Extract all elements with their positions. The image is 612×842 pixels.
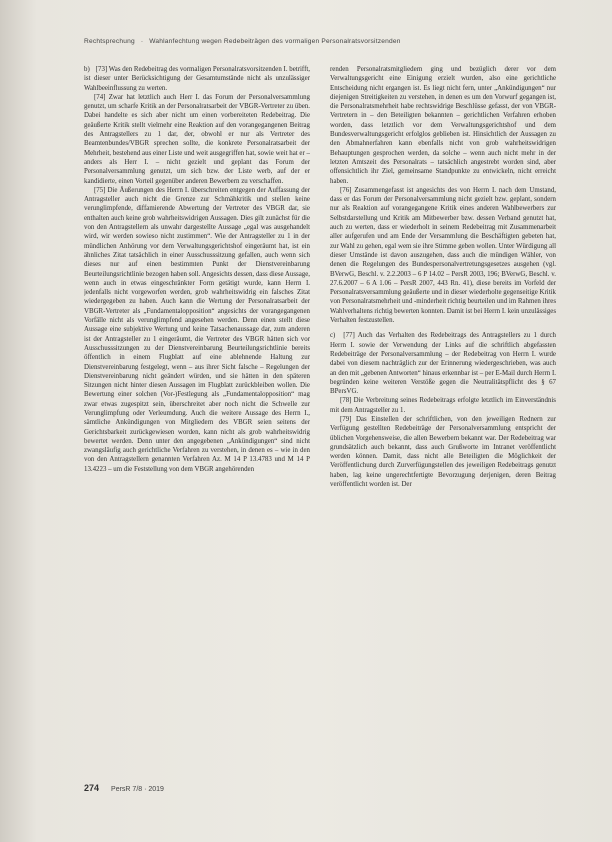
paragraph-label: b) <box>84 66 90 73</box>
paragraph-label: c) <box>330 332 336 340</box>
paragraph-text: [79] Das Einstellen der schriftlichen, von den jeweiligen Rednern zur Verfügung gestellten Redebeiträge der Personalversammlung entspricht der üblichen Vorgehensweise, die allen Bewerbern bekannt war. Der Redebeitrag war grundsätzlich auch bekannt, dass auch Grußworte im Intranet veröffentlicht werden können. Damit, dass nicht alle Beteiligten die Möglichkeit der Veröffentlichung durch Zurverfügungstellen des jeweiligen Redebeitrags genutzt haben, lag keine ungerechtfertigte Bevorzugung derjenigen, deren Beitrag veröffentlicht worden ist. Der <box>330 415 556 489</box>
paragraph <box>84 186 310 474</box>
journal-section: Rechtsprechung <box>84 38 135 45</box>
article-title: Wahlanfechtung wegen Redebeiträgen des vormaligen Personalratsvorsitzenden <box>149 38 401 45</box>
page-number: 274 <box>84 783 100 793</box>
left-column <box>84 65 310 775</box>
issue-label: PersR 7/8 · 2019 <box>111 786 164 793</box>
paragraph-text: [75] Die Äußerungen des Herrn I. überschreiten entgegen der Auffassung der Antragsteller auch nicht die Grenze zur Schmähkritik und stellen keine verunglimpfende, diffamierende Abwertung der Vertreter des VBGR dar, sie enthalten auch keine grob wahrheitswidrigen Aussagen. Dies gilt zunächst für die von den Antragstellern als unwahr dargestellte Aussage „egal was ausgehandelt wird, wir werden sowieso nicht zustimmen“. Wie der Antragsteller zu 1 in der mündlichen Anhörung vor dem Verwaltungsgerichtshof eingeräumt hat, ist ein ähnliches Zitat tatsächlich in einer Ausschusssitzung gefallen, auch wenn sich dieses nur auf einen bestimmten Punkt der Dienstvereinbarung Beurteilungsrichtlinie bezogen haben soll. Angesichts dessen, dass diese Aussage, wenn auch in etwas eingeschränkter Form getätigt wurde, kann Herrn I. jedenfalls nicht vorgeworfen werden, grob wahrheitswidrig ein falsches Zitat wiedergegeben zu haben. Auch kann die Wertung der Personalratsarbeit der VBGR-Vertreter als „Fundamentalopposition“ angesichts der vorangegangenen Vorfälle nicht als verunglimpfend angesehen werden. Denn einen stellt diese Aussage eine subjektive Wertung und keine Tatsachenaussage dar, zum anderen ist der Antragsteller zu 1 eingeräumt, die Vertreter des VBGR hätten sich vor Ausschusssitzungen zu der Dienstvereinbarung Beurteilungsrichtlinie bereits öffentlich in einem Flugblatt auf eine ablehnende Haltung zur Dienstvereinbarung festgelegt, wenn – aus ihrer Sicht falsche – Regelungen der Dienstvereinbarung nicht geändert würden, und sie hätten in den späteren Sitzungen nicht hinter diesen Aussagen im Flugblatt zurückbleiben wollen. Die Bewertung einer solchen (Vor-)Festlegung als „Fundamentalopposition“ mag zwar etwas zugespitzt sein, überschreitet aber noch nicht die Schwelle zur Verunglimpfung oder Verleumdung. Auch die weitere Aussage des Herrn I., sämtliche Ankündigungen von Mitgliedern des VBGR seien seitens der Gerichtsbarkeit zurückgewiesen worden, kann nicht als grob wahrheitswidrig bewertet werden. Denn unter den angegebenen „Ankündigungen“ sind nicht zwangsläufig auch gerichtliche Verfahren zu verstehen, in denen es – wie in den von den Antragstellern genannten Verfahren Az. M 14 P 13.4783 und M 14 P 13.4223 – um die Feststellung von dem VBGR angehörenden <box>84 186 310 473</box>
paragraph-text: renden Personalratsmitgliedern ging und bezüglich derer vor dem Verwaltungsgericht eine Einigung erzielt wurden, also eine gerichtliche Entscheidung nicht ergangen ist. Es liegt nicht fern, unter „Ankündigungen“ nur diejenigen Streitigkeiten zu verstehen, in denen es um den Vorwurf gegangen ist, die Personalratsmehrheit habe rechtswidrige Beschlüsse gefasst, der von VBGR-Vertretern in – den Beteiligten bekannten – gerichtlichen Verfahren erhoben worden, dass letztlich vor dem Verwaltungsgerichtshof und dem Bundesverwaltungsgericht erfolglos geblieben ist. Hinsichtlich der Aussagen zu den Abmahnerfahren kann ebenfalls nicht von grob wahrheitswidrigen Behauptungen gesprochen werden, da solche – wenn auch nicht mehr in der letzten Amtszeit des Personalrats – tatsächlich angestrebt worden sind, aber offensichtlich ihr Ziel, gemeinsame Standpunkte zu entwickeln, nicht erreicht haben. <box>330 66 556 185</box>
paragraph-text: [73] Was den Redebeitrag des vormaligen Personalratsvorsitzenden I. betrifft, ist dieser unter Berücksichtigung der Gesamtumstände nicht als unzulässiger Wahlbeeinflussung zu werten. <box>84 66 310 92</box>
right-column <box>330 65 556 773</box>
paragraph <box>84 65 310 93</box>
running-header: Rechtsprechung · Wahlanfechtung wegen Redebeiträgen des vormaligen Personalratsvorsitzenden <box>84 38 401 45</box>
paragraph-text: [76] Zusammengefasst ist angesichts des von Herrn I. nach dem Umstand, dass er das Forum der Personalversammlung nicht gezielt bzw. geplant, sondern nur als Reaktion auf vorangegangene Kritik eines anderen Wahlbewerbers zur Selbstdarstellung und Kritik am Mitbewerber bzw. dessen Verband genutzt hat, auch zu werten, dass er wiederholt in seinem Redebeitrag mit Zusammenarbeit aller aufgerufen und am Ende der Versammlung die Beschäftigten gebeten hat, zur Wahl zu gehen, egal wem sie ihre Stimme geben wollen. Unter Würdigung all dieser Umstände ist davon auszugehen, dass auch die mündigen Wähler, von denen die Regelungen des Bundespersonalvertretungsgesetzes ausgehen (vgl. BVerwG, Beschl. v. 2.2.2003 – 6 P 14.02 – PersR 2003, 196; BVerwG, Beschl. v. 27.6.2007 – 6 A 1.06 – PersR 2007, 443 Rn. 41), diese bereits im Vorfeld der Personalratsversammlung geäußerte und in dieser wiederholte gegenseitige Kritik von Personalratsmehrheit und -minderheit richtig beurteilen und im Rahmen ihres Wahlverhaltens richtig bewerten konnten. Damit ist bei Herrn I. kein unzulässiges Verhalten festzustellen. <box>330 186 556 325</box>
paragraph <box>330 415 556 489</box>
paragraph <box>330 396 556 415</box>
paragraph <box>330 186 556 325</box>
paragraph <box>330 331 556 396</box>
paragraph-text: [78] Die Verbreitung seines Redebeitrags erfolgte letztlich im Einverständnis mit dem Antragsteller zu 1. <box>330 397 556 414</box>
page-footer <box>84 783 164 793</box>
paragraph <box>330 65 556 186</box>
paragraph <box>84 93 310 186</box>
paragraph-text: [77] Auch das Verhalten des Redebeitrags des Antragstellers zu 1 durch Herrn I. sowie der Verwendung der Links auf die schriftlich abgefassten Redebeiträge der Personalversammlung – der Redebeitrag von Herrn I. wurde dabei von diesem nachträglich zur der Erinnerung wiedergeschrieben, was auch an den mit „gebenen Antworten“ hinaus erkennbar ist – per E-Mail durch Herrn I. begründen keine weiteren Verstöße gegen die Neutralitätspflicht des § 67 BPersVG. <box>330 332 556 396</box>
paragraph-text: [74] Zwar hat letztlich auch Herr I. das Forum der Personalversammlung genutzt, um scharfe Kritik an der Personalratsarbeit der VBGR-Vertreter zu üben. Dabei handelte es sich aber nicht um einen vorbereiteten Redebeitrag. Die geäußerte Kritik stellt vielmehr eine Reaktion auf den vorangegangenen Beitrag des Antragstellers zu 1 dar, der, obwohl er nur als Vertreter des Beamtenbundes/VBGR sprechen sollte, die konkrete Personalratsarbeit der Mehrheit, bestehend aus einer Liste und weit ausgegriffen hat, sowie weit hat er – anders als Herr I. – nicht gezielt und geplant das Forum der Personalversammlung genutzt, um sich bzw. der Liste werb, auf der er kandidierte, einen Vorteil gegenüber anderen Bewerbern zu verschaffen. <box>84 93 310 185</box>
